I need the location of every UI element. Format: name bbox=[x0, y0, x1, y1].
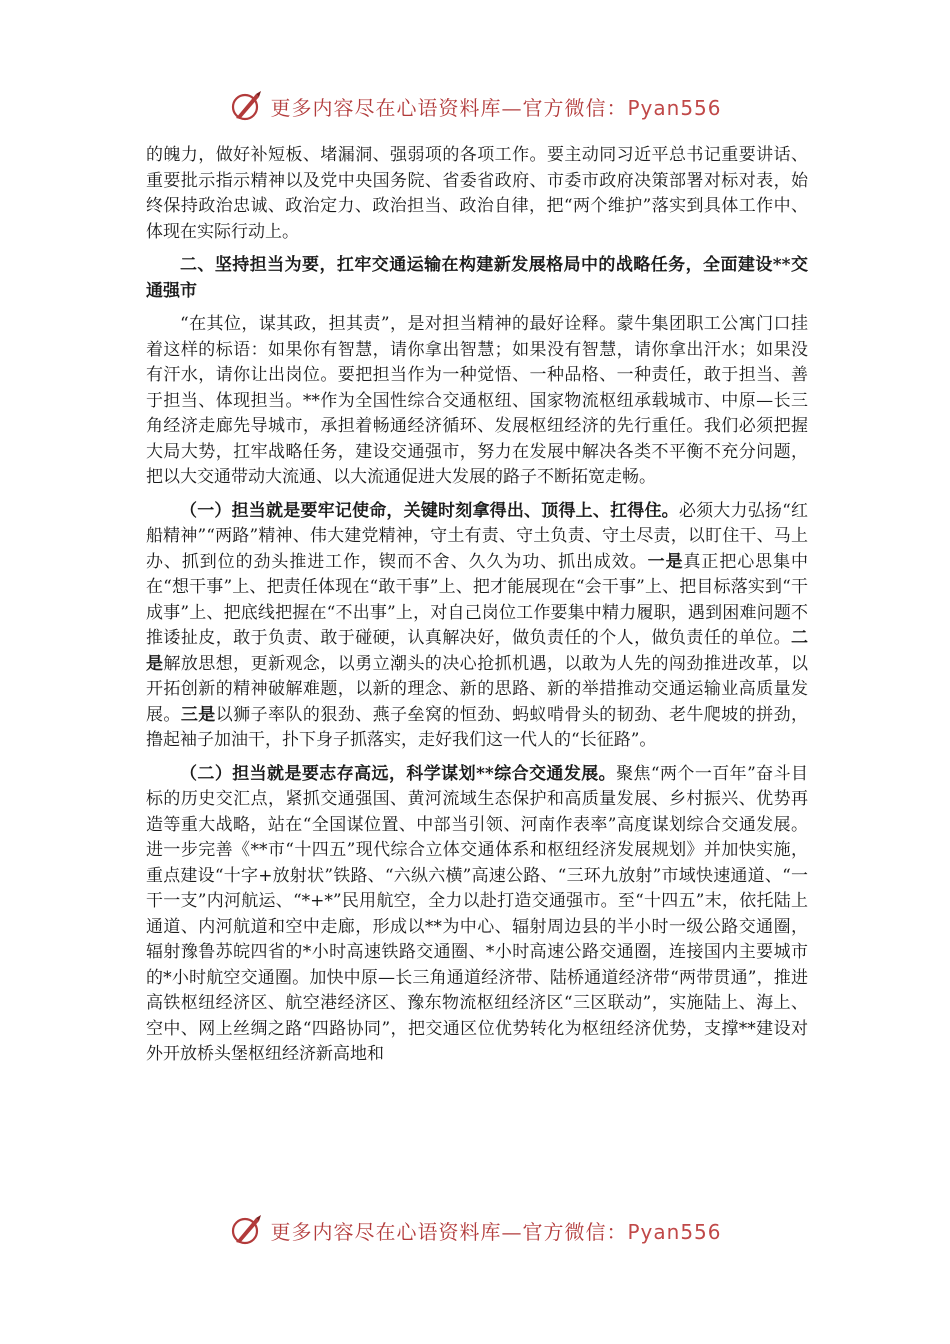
document-body bbox=[146, 143, 808, 1068]
subsection-1-text-a: 必须大力弘扬“红船精神”“两路”精神、伟大建党精神，守土有责、守土负责、守土尽责，以盯住干、马上办、抓到位的劲头推进工作，锲而不舍、久久为功、抓出成效。 bbox=[146, 500, 809, 572]
watermark-separator: — bbox=[501, 1219, 523, 1244]
paragraph-subsection-1 bbox=[146, 499, 808, 754]
watermark-text bbox=[270, 1216, 721, 1245]
keyword-first: 一是 bbox=[647, 551, 684, 572]
subsection-1-text-c: 解放思想，更新观念，以勇立潮头的决心抢抓机遇，以敢为人先的闯劲推进改革，以开拓创新的精神破解难题，以新的理念、新的思路、新的举措推动交通运输业高质量发展。 bbox=[146, 653, 809, 725]
header-watermark-banner bbox=[0, 86, 950, 126]
subsection-2-lead: （二）担当就是要志存高远，科学谋划**综合交通发展。 bbox=[180, 763, 617, 784]
watermark-text bbox=[270, 92, 721, 121]
watermark-main: 更多内容尽在心语资料库 bbox=[270, 95, 502, 120]
paragraph-subsection-2 bbox=[146, 762, 808, 1068]
subsection-1-lead: （一）担当就是要牢记使命，关键时刻拿得出、顶得上、扛得住。 bbox=[180, 500, 679, 521]
section-heading: 二、坚持担当为要，扛牢交通运输在构建新发展格局中的战略任务，全面建设**交通强市 bbox=[146, 255, 808, 301]
footer-watermark-banner bbox=[0, 1210, 950, 1250]
quill-pen-logo-icon bbox=[228, 88, 264, 124]
watermark-contact-id: Pyan556 bbox=[627, 95, 722, 120]
subsection-2-text: 聚焦“两个一百年”奋斗目标的历史交汇点，紧抓交通强国、黄河流域生态保护和高质量发展、乡村振兴、优势再造等重大战略，站在“全国谋位置、中部当引领、河南作表率”高度谋划综合交通发展。进一步完善《**市“十四五”现代综合立体交通体系和枢纽经济发展规划》并加快实施，重点建设“十字+放射状”铁路、“六纵六横”高速公路、“三环九放射”市域快速通道、“一干一支”内河航运、“*+*”民用航空，全力以赴打造交通强市。至“十四五”末，依托陆上通道、内河航道和空中走廊，形成以**为中心、辐射周边县的半小时一级公路交通圈，辐射豫鲁苏皖四省的*小时高速铁路交通圈、*小时高速公路交通圈，连接国内主要城市的*小时航空交通圈。加快中原—长三角通道经济带、陆桥通道经济带“两带贯通”，推进高铁枢纽经济区、航空港经济区、豫东物流枢纽经济区“三区联动”，实施陆上、海上、空中、网上丝绸之路“四路协同”，把交通区位优势转化为枢纽经济优势，支撑**建设对外开放桥头堡枢纽经济新高地和 bbox=[146, 763, 808, 1064]
paragraph-intro: “在其位，谋其政，担其责”，是对担当精神的最好诠释。蒙牛集团职工公寓门口挂着这样的标语：如果你有智慧，请你拿出智慧；如果没有智慧，请你拿出汗水；如果没有汗水，请你让出岗位。要把担当作为一种觉悟、一种品格、一种责任，敢于担当、善于担当、体现担当。**作为全国性综合交通枢纽、国家物流枢纽承载城市、中原—长三角经济走廊先导城市，承担着畅通经济循环、发展枢纽经济的先行重任。我们必须把握大局大势，扛牢战略任务，建设交通强市，努力在发展中解决各类不平衡不充分问题，把以大交通带动大流通、以大流通促进大发展的路子不断拓宽走畅。 bbox=[146, 314, 808, 487]
quill-pen-logo-icon bbox=[228, 1212, 264, 1248]
watermark-contact-id: Pyan556 bbox=[627, 1219, 722, 1244]
watermark-contact-label: 官方微信： bbox=[522, 1219, 628, 1244]
subsection-1-text-d: 以狮子率队的狠劲、燕子垒窝的恒劲、蚂蚁啃骨头的韧劲、老牛爬坡的拼劲，撸起袖子加油干，扑下身子抓落实，走好我们这一代人的“长征路”。 bbox=[146, 704, 809, 750]
watermark-contact-label: 官方微信： bbox=[522, 95, 628, 120]
keyword-second: 二是 bbox=[146, 628, 808, 674]
watermark-separator: — bbox=[501, 95, 523, 120]
watermark-main: 更多内容尽在心语资料库 bbox=[270, 1219, 502, 1244]
subsection-1-text-b: 真正把心思集中在“想干事”上、把责任体现在“敢干事”上、把才能展现在“会干事”上、把目标落实到“干成事”上、把底线把握在“不出事”上，对自己岗位工作要集中精力履职，遇到困难问题不推诿扯皮，敢于负责、敢于碰硬，认真解决好，做负责任的个人，做负责任的单位。 bbox=[146, 551, 809, 648]
keyword-third: 三是 bbox=[180, 704, 216, 725]
paragraph-continuation: 的魄力，做好补短板、堵漏洞、强弱项的各项工作。要主动同习近平总书记重要讲话、重要批示指示精神以及党中央国务院、省委省政府、市委市政府决策部署对标对表，始终保持政治忠诚、政治定力、政治担当、政治自律，把“两个维护”落实到具体工作中、体现在实际行动上。 bbox=[146, 145, 808, 242]
